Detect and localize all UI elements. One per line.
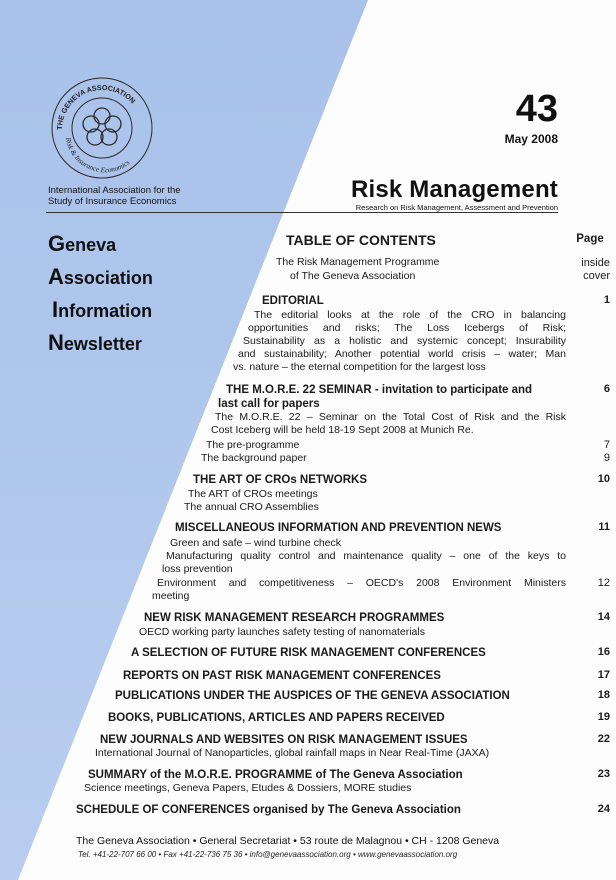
toc-future-heading: A SELECTION OF FUTURE RISK MANAGEMENT CONFERENCES — [131, 647, 486, 659]
toc-publications-heading: PUBLICATIONS UNDER THE AUSPICES OF THE GENEVA ASSOCIATION — [115, 690, 510, 702]
toc-page-number: inside — [581, 257, 610, 269]
toc-books-heading: BOOKS, PUBLICATIONS, ARTICLES AND PAPERS RECEIVED — [108, 712, 445, 724]
issue-date: May 2008 — [504, 132, 558, 146]
toc-more22-item: The pre-programme — [206, 439, 300, 451]
toc-misc-heading: MISCELLANEOUS INFORMATION AND PREVENTION NEWS — [175, 522, 502, 534]
logo-ring-text-top: THE GENEVA ASSOCIATION — [54, 82, 138, 131]
toc-journals-heading: NEW JOURNALS AND WEBSITES ON RISK MANAGEMENT ISSUES — [100, 734, 468, 746]
toc-misc-text: Manufacturing quality control and maintenance quality – one of the keys to — [166, 550, 566, 562]
toc-editorial-text: opportunities and risks; The Loss Icebergs of Risk; — [248, 322, 566, 334]
svg-text:Risk & Insurance Economics — [64, 136, 132, 175]
toc-editorial-text: and sustainability; Another potential world crisis – water; Man — [238, 348, 566, 360]
toc-misc-text: loss prevention — [162, 563, 233, 575]
toc-page-number: 1 — [603, 294, 610, 306]
toc-page-number: 11 — [598, 521, 610, 533]
newsletter-title-line: Geneva — [48, 231, 117, 256]
toc-page-number: 22 — [597, 733, 610, 745]
page-column-heading: Page — [576, 233, 604, 245]
toc-research-heading: NEW RISK MANAGEMENT RESEARCH PROGRAMMES — [144, 612, 445, 624]
toc-page-number: 6 — [603, 383, 610, 395]
svg-text:THE GENEVA ASSOCIATION — [55, 83, 137, 130]
toc-page-number: 19 — [597, 711, 610, 723]
toc-cros-text: The ART of CROs meetings — [188, 488, 318, 500]
toc-editorial-heading: EDITORIAL — [262, 295, 324, 307]
newsletter-title-line: Association — [48, 264, 153, 289]
toc-page-number: 12 — [597, 577, 610, 589]
masthead-title: Risk Management — [350, 176, 558, 203]
toc-past-heading: REPORTS ON PAST RISK MANAGEMENT CONFERENCES — [123, 670, 441, 682]
toc-research-text: OECD working party launches safety testing of nanomaterials — [139, 626, 425, 638]
association-description-line: International Association for the — [48, 185, 181, 196]
footer-contact: Tel. +41-22-707 66 00 • Fax +41-22-736 75 36 • info@genevaassociation.org • www.genevaassociation.org — [78, 850, 458, 859]
toc-schedule-heading: SCHEDULE OF CONFERENCES organised by The Geneva Association — [76, 804, 461, 816]
toc-page-number: 14 — [597, 611, 610, 623]
toc-page-number: 9 — [603, 452, 610, 464]
geneva-association-logo — [48, 72, 156, 180]
toc-summary-heading: SUMMARY of the M.O.R.E. PROGRAMME of The Geneva Association — [88, 769, 463, 781]
logo-ring-text-bottom: Risk & Insurance Economics — [63, 136, 132, 175]
newsletter-title — [48, 228, 153, 360]
toc-cros-text: The annual CRO Assemblies — [184, 501, 319, 513]
newsletter-title-line: Newsletter — [48, 330, 142, 355]
toc-page-number: 17 — [597, 669, 610, 681]
toc-page-number: 16 — [597, 646, 610, 658]
toc-intro-line: The Risk Management Programme — [276, 256, 440, 268]
toc-misc-text: meeting — [152, 590, 190, 602]
toc-page-number: 7 — [603, 439, 610, 451]
toc-cros-heading: THE ART OF CROs NETWORKS — [193, 474, 367, 486]
toc-more22-text: The M.O.R.E. 22 – Seminar on the Total Cost of Risk and the Risk — [215, 411, 566, 423]
toc-summary-text: Science meetings, Geneva Papers, Etudes & Dossiers, MORE studies — [84, 782, 412, 794]
toc-more22-heading: THE M.O.R.E. 22 SEMINAR - invitation to participate and — [226, 384, 533, 396]
toc-page-number: 23 — [597, 768, 610, 780]
toc-page-number: 10 — [597, 473, 610, 485]
toc-page-number: 24 — [597, 803, 610, 815]
footer-address: The Geneva Association • General Secretariat • 53 route de Malagnou • CH - 1208 Geneva — [76, 835, 500, 847]
toc-editorial-text: vs. nature – the eternal competition for the largest loss — [233, 361, 486, 373]
toc-journals-text: International Journal of Nanoparticles, global rainfall maps in Near Real-Time (JAXA) — [95, 747, 490, 759]
toc-heading: TABLE OF CONTENTS — [286, 232, 436, 248]
masthead-divider — [46, 212, 558, 213]
toc-more22-text: Cost Iceberg will be held 18-19 Sept 2008 at Munich Re. — [211, 424, 474, 436]
toc-more22-item: The background paper — [201, 452, 307, 464]
masthead-subtitle: Research on Risk Management, Assessment and Prevention — [355, 203, 558, 212]
toc-page-number: cover — [583, 270, 610, 282]
toc-page-number: 18 — [597, 689, 610, 701]
issue-number: 43 — [515, 88, 558, 130]
newsletter-title-line: Information — [52, 297, 153, 322]
association-description — [48, 185, 181, 207]
association-description-line: Study of Insurance Economics — [48, 196, 177, 207]
toc-editorial-text: The editorial looks at the role of the CRO in balancing — [254, 309, 566, 321]
toc-editorial-text: Sustainability as a holistic and systemic concept; Insurability — [243, 335, 566, 347]
toc-intro-line: of The Geneva Association — [290, 270, 416, 282]
toc-misc-text: Green and safe – wind turbine check — [170, 537, 342, 549]
toc-misc-text: Environment and competitiveness – OECD's 2008 Environment Ministers — [157, 577, 566, 589]
toc-more22-heading: last call for papers — [218, 398, 320, 410]
